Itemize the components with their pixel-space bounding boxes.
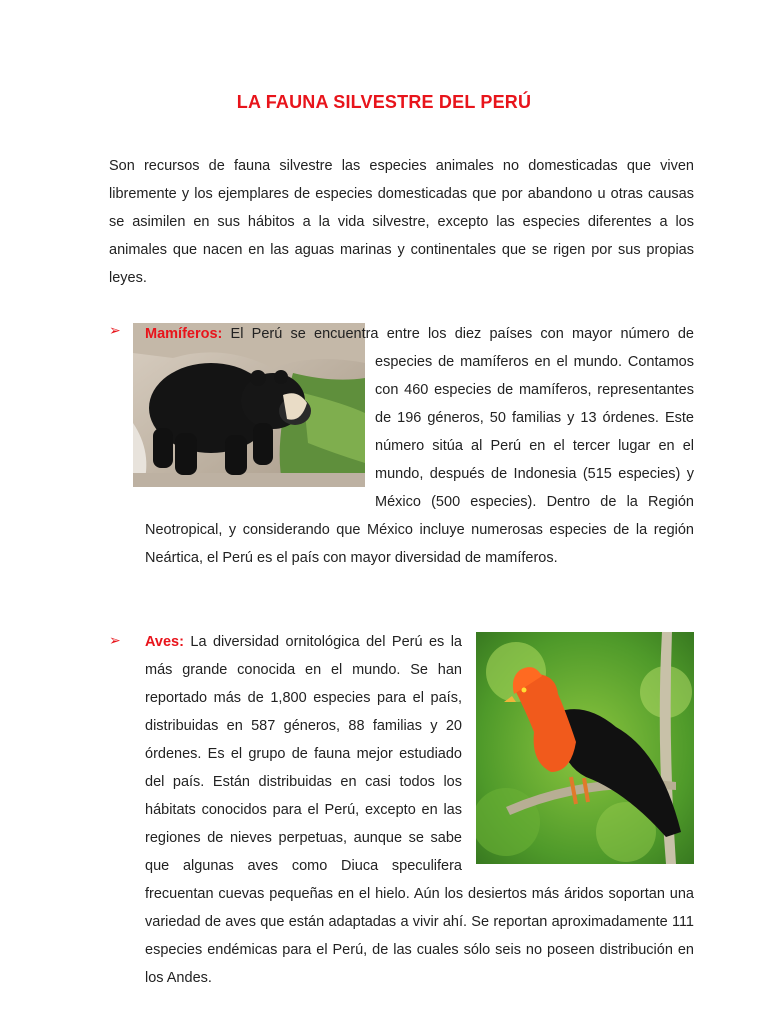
- spectacled-bear-photo-icon: [133, 323, 365, 487]
- section-text: La diversidad ornitológica del Perú es la más grande conocida en el mundo. Se han reportado más de 1,800 especies para el país, distribuidas en 587 géneros, 88 familias y 20 órdenes. Es el grupo de fauna mejor estudiado del país. Están distribuidas en casi todos los hábitats conocidos para el Perú, excepto en las regiones de nieves perpetuas, aunque se sabe que algunas aves como Diuca speculifera frecuentan cuevas pequeñas en el hielo. Aún los desiertos más áridos soportan una variedad de aves que están adaptadas a vivir ahí. Se reportan aproximadamente 111 especies endémicas para el Perú, de las cuales sólo seis no poseen distribución en los Andes.: [145, 634, 694, 986]
- bullet-arrow-icon: ➢: [109, 632, 121, 648]
- page-title: LA FAUNA SILVESTRE DEL PERÚ: [236, 92, 532, 112]
- section-text: El Perú se encuentra entre los diez países con mayor número de especies de mamíferos en el mundo. Contamos con 460 especies de mamíferos, representantes de 196 géneros, 50 familias y 13 órdenes. Este número sitúa al Perú en el tercer lugar en el mundo, después de Indonesia (515 especies) y México (500 especies). Dentro de la Región Neotropical, y considerando que México incluye numerosas especies de la región Neártica, el Perú es el país con mayor diversidad de mamíferos.: [145, 326, 694, 566]
- bullet-arrow-icon: ➢: [109, 322, 121, 338]
- section-paragraph: [145, 320, 694, 572]
- section-mamiferos: [145, 320, 694, 572]
- section-term: Mamíferos:: [145, 326, 223, 342]
- section-term: Aves:: [145, 634, 184, 650]
- section-paragraph: [145, 628, 694, 992]
- intro-paragraph: Son recursos de fauna silvestre las especies animales no domesticadas que viven libremente y los ejemplares de especies domesticadas que por abandono u otras causas se asimilen en sus hábitos a la vida silvestre, excepto las especies diferentes a los animales que nacen en las aguas marinas y continentales que se rigen por sus propias leyes.: [109, 158, 694, 286]
- section-aves: [145, 628, 694, 992]
- cock-of-the-rock-photo-icon: [476, 632, 694, 864]
